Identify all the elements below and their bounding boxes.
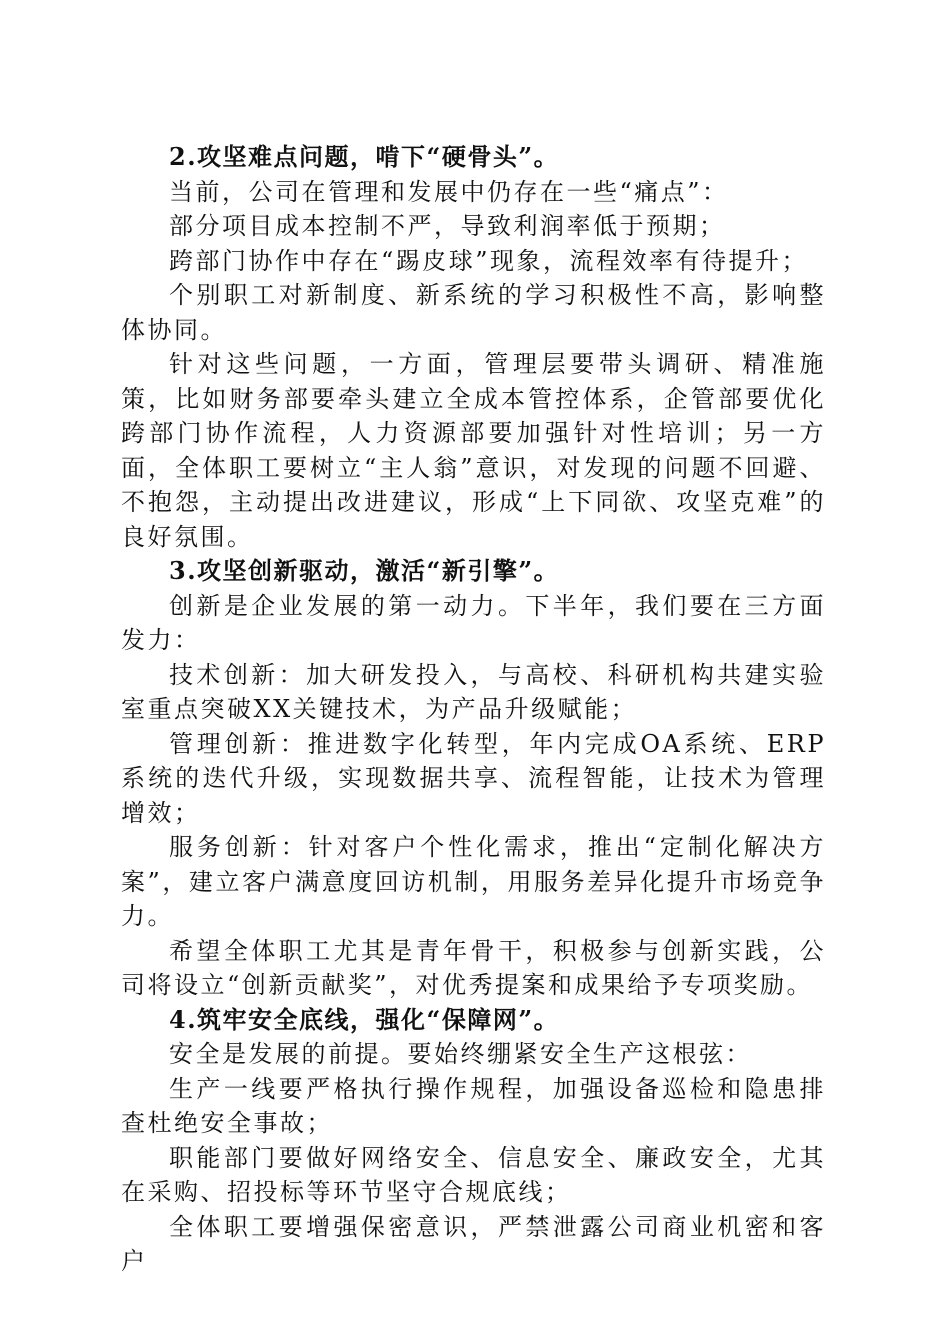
paragraph: 部分项目成本控制不严，导致利润率低于预期； xyxy=(169,212,726,240)
paragraph: 希望全体职工尤其是青年骨干，积极参与创新实践，公司将设立“创新贡献奖”，对优秀提案和成果给予专项奖励。 xyxy=(121,936,826,999)
paragraph: 技术创新：加大研发投入，与高校、科研机构共建实验室重点突破XX关键技术，为产品升级赋能； xyxy=(121,660,826,723)
paragraph: 跨部门协作中存在“踢皮球”现象，流程效率有待提升； xyxy=(169,246,809,275)
paragraph: 创新是企业发展的第一动力。下半年，我们要在三方面发力： xyxy=(121,591,826,654)
paragraph: 职能部门要做好网络安全、信息安全、廉政安全，尤其在采购、招投标等环节坚守合规底线； xyxy=(121,1143,826,1206)
section-heading: 4.筑牢安全底线，强化“保障网”。 xyxy=(169,1004,560,1034)
document-page xyxy=(121,140,826,1279)
paragraph: 安全是发展的前提。要始终绷紧安全生产这根弦： xyxy=(169,1040,752,1068)
paragraph: 针对这些问题，一方面，管理层要带头调研、精准施策，比如财务部要牵头建立全成本管控体系，企管部要优化跨部门协作流程，人力资源部要加强针对性培训；另一方面，全体职工要树立“主人翁”意识，对发现的问题不回避、不抱怨，主动提出改进建议，形成“上下同欲、攻坚克难”的良好氛围。 xyxy=(121,350,826,551)
paragraph: 生产一线要严格执行操作规程，加强设备巡检和隐患排查杜绝安全事故； xyxy=(121,1074,826,1137)
paragraph: 全体职工要增强保密意识，严禁泄露公司商业机密和客户 xyxy=(121,1212,826,1275)
section-heading: 3.攻坚创新驱动，激活“新引擎”。 xyxy=(169,556,560,585)
section-heading: 2.攻坚难点问题，啃下“硬骨头”。 xyxy=(169,142,560,171)
paragraph: 服务创新：针对客户个性化需求，推出“定制化解决方案”，建立客户满意度回访机制，用服务差异化提升市场竞争力。 xyxy=(121,833,826,930)
paragraph: 个别职工对新制度、新系统的学习积极性不高，影响整体协同。 xyxy=(121,281,826,344)
paragraph: 当前，公司在管理和发展中仍存在一些“痛点”： xyxy=(169,177,729,206)
paragraph: 管理创新：推进数字化转型，年内完成OA系统、ERP系统的迭代升级，实现数据共享、流程智能，让技术为管理增效； xyxy=(121,729,826,827)
